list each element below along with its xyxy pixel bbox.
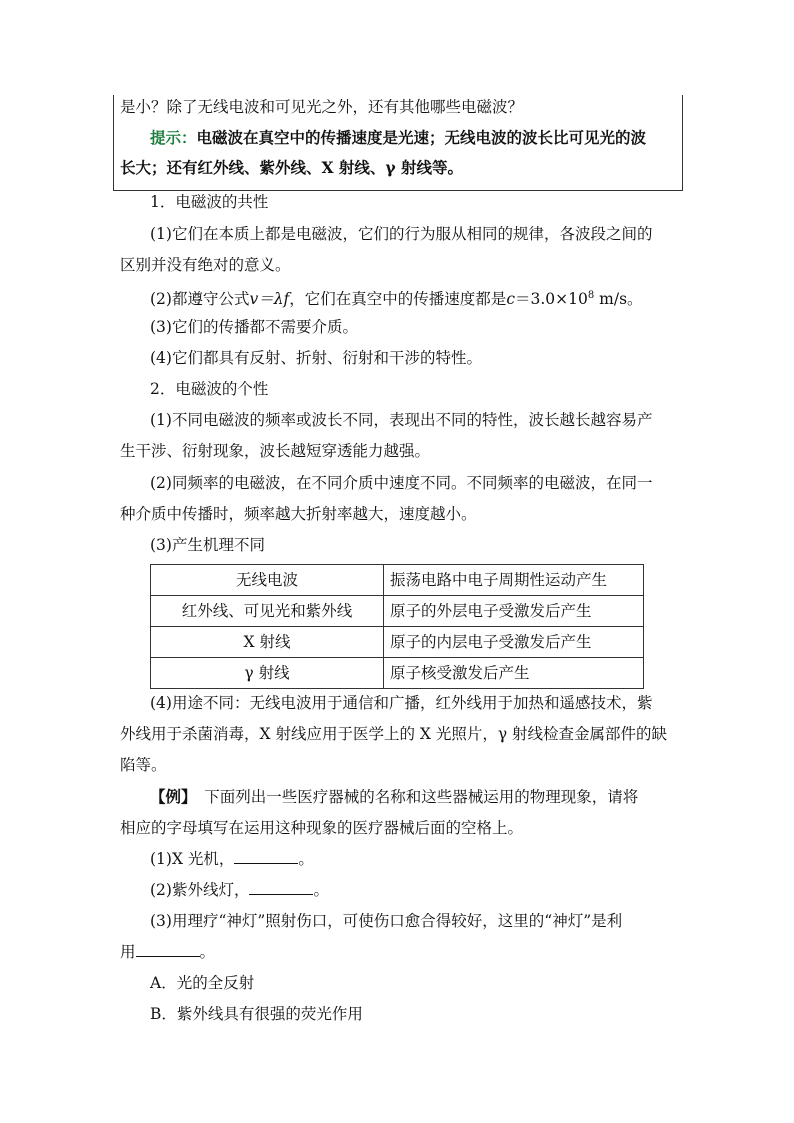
wave-formula: v＝λf — [249, 290, 290, 309]
hint-label: 提示： — [150, 128, 197, 147]
table-cell: γ 射线 — [151, 658, 384, 689]
table-row — [151, 627, 644, 658]
question-3-text: 用 — [120, 943, 136, 961]
question-3-end: 。 — [199, 943, 216, 961]
section-2-heading: 2．电磁波的个性 — [150, 380, 269, 398]
table-cell: X 射线 — [151, 627, 384, 658]
s2-p1-line-1: (1)不同电磁波的频率或波长不同，表现出不同的特性，波长越长越容易产 — [150, 411, 653, 429]
example-line-1 — [150, 786, 638, 808]
s2-p1-line-2: 生干涉、衍射现象，波长越短穿透能力越强。 — [120, 442, 431, 460]
option-a: A．光的全反射 — [150, 974, 255, 992]
s1-p4: (4)它们都具有反射、折射、衍射和干涉的特性。 — [150, 349, 482, 367]
section-1-heading: 1．电磁波的共性 — [150, 193, 269, 211]
s1-p1-line-1: (1)它们在本质上都是电磁波，它们的行为服从相同的规律，各波段之间的 — [150, 225, 653, 243]
hint-line-1 — [150, 127, 646, 149]
option-b: B．紫外线具有很强的荧光作用 — [150, 1005, 363, 1023]
mechanism-table — [150, 564, 644, 689]
example-text-1: 下面列出一些医疗器械的名称和这些器械运用的物理现象，请将 — [188, 788, 639, 806]
s1-p2-b: ，它们在真空中的传播速度都是 — [289, 290, 507, 309]
box-question-continued: 是小？除了无线电波和可见光之外，还有其他哪些电磁波？ — [120, 98, 524, 116]
s1-p3: (3)它们的传播都不需要介质。 — [150, 318, 358, 336]
s2-p4-line-2: 外线用于杀菌消毒，X 射线应用于医学上的 X 光照片，γ 射线检查金属部件的缺 — [120, 725, 668, 743]
table-cell: 原子的外层电子受激发后产生 — [384, 596, 644, 627]
answer-blank-2[interactable] — [249, 880, 313, 895]
question-2-end: 。 — [313, 881, 329, 899]
table-cell: 无线电波 — [151, 565, 384, 596]
answer-blank-3[interactable] — [136, 942, 200, 957]
s1-p2-a: (2)都遵守公式 — [150, 290, 250, 309]
table-cell: 原子核受激发后产生 — [384, 658, 644, 689]
question-1-text: (1)X 光机， — [150, 850, 235, 868]
question-3-line-1: (3)用理疗“神灯”照射伤口，可使伤口愈合得较好，这里的“神灯”是利 — [150, 912, 623, 930]
question-3-line-2 — [120, 941, 215, 963]
s1-p2-d: ＝3.0×10 — [515, 290, 588, 309]
s2-p4-line-1: (4)用途不同：无线电波用于通信和广播，红外线用于加热和遥感技术，紫 — [150, 694, 653, 712]
table-cell: 振荡电路中电子周期性运动产生 — [384, 565, 644, 596]
s1-p2 — [150, 285, 643, 310]
s2-p4-line-3: 陷等。 — [120, 756, 167, 774]
s2-p2-line-1: (2)同频率的电磁波，在不同介质中速度不同。不同频率的电磁波，在同一 — [150, 474, 653, 492]
question-1-end: 。 — [298, 850, 314, 868]
table-row — [151, 658, 644, 689]
table-row — [151, 596, 644, 627]
example-line-2: 相应的字母填写在运用这种现象的医疗器械后面的空格上。 — [120, 819, 524, 837]
s2-p2-line-2: 种介质中传播时，频率越大折射率越大，速度越小。 — [120, 505, 477, 523]
table-cell: 原子的内层电子受激发后产生 — [384, 627, 644, 658]
speed-symbol: c — [506, 290, 515, 309]
table-row — [151, 565, 644, 596]
question-1 — [150, 848, 314, 870]
question-2 — [150, 879, 329, 901]
hint-text-1: 电磁波在真空中的传播速度是光速；无线电波的波长比可见光的波 — [196, 128, 647, 147]
question-2-text: (2)紫外线灯， — [150, 881, 250, 899]
s1-p1-line-2: 区别并没有绝对的意义。 — [120, 256, 291, 274]
answer-blank-1[interactable] — [234, 849, 298, 864]
s1-p2-e: m/s。 — [594, 290, 643, 309]
example-label: 【例】 — [150, 787, 189, 806]
hint-line-2: 长大；还有红外线、紫外线、X 射线、γ 射线等。 — [120, 158, 464, 177]
exponent: 8 — [587, 290, 595, 301]
table-cell: 红外线、可见光和紫外线 — [151, 596, 384, 627]
s2-p3: (3)产生机理不同 — [150, 536, 265, 554]
